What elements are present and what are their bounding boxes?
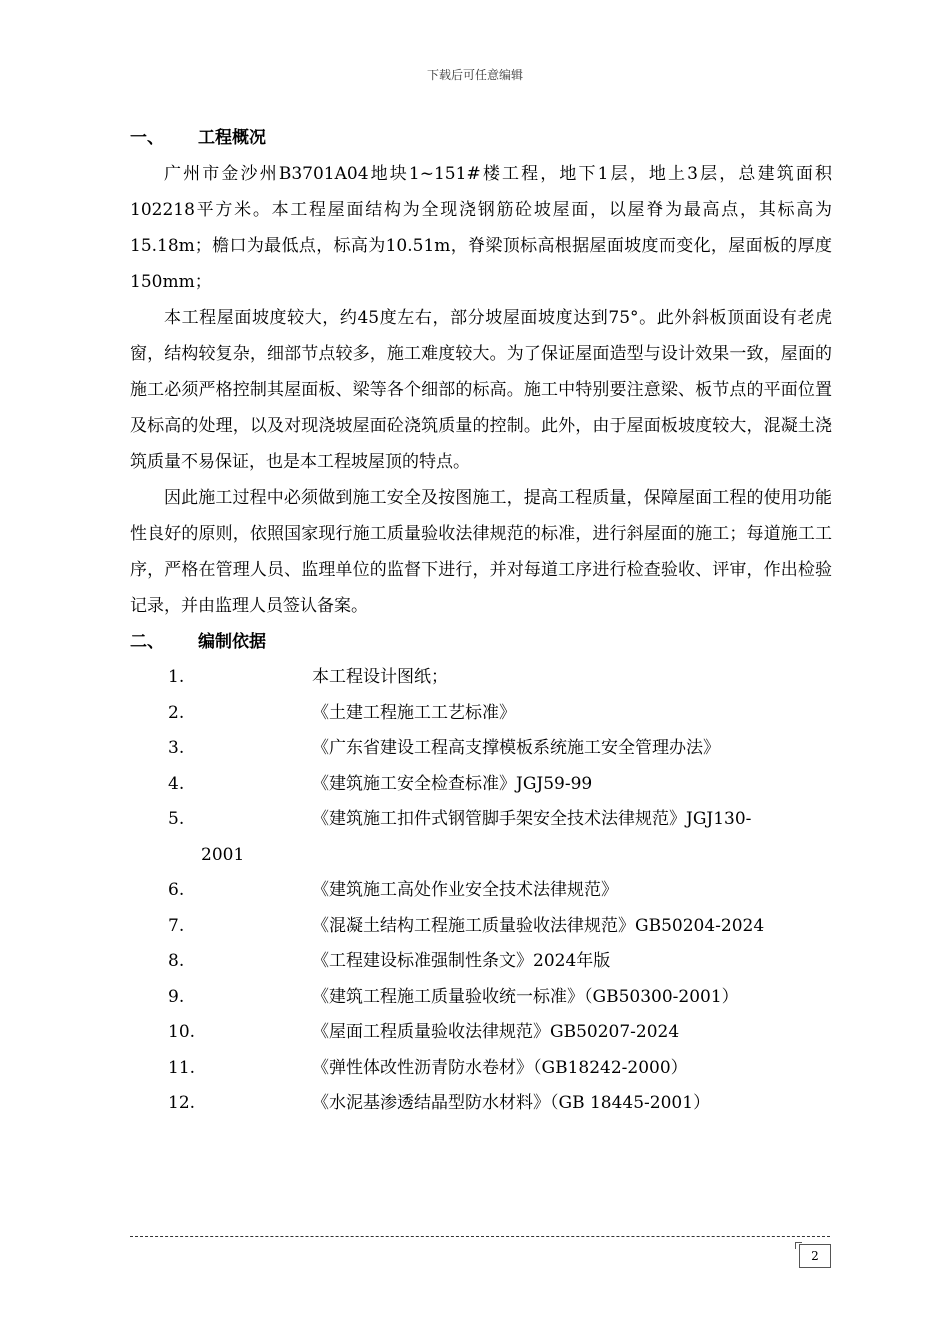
item-number: 8.: [168, 951, 185, 971]
page-number: 2: [799, 1244, 831, 1268]
list-item: [130, 696, 832, 732]
section-heading-overview: [130, 120, 832, 156]
item-number: 10.: [168, 1022, 196, 1042]
list-item: [130, 873, 832, 909]
item-number: 5.: [168, 809, 185, 829]
item-text: 本工程设计图纸；: [312, 667, 448, 687]
section-title: 工程概况: [198, 128, 266, 148]
item-text: 《工程建设标准强制性条文》2024年版: [312, 951, 611, 971]
list-item: [130, 1051, 832, 1087]
item-number: 4.: [168, 773, 185, 794]
item-number: 11.: [168, 1057, 196, 1078]
reference-list: [130, 660, 832, 1122]
item-number: 3.: [168, 738, 185, 758]
section-title: 编制依据: [198, 632, 266, 652]
list-item: [130, 980, 832, 1016]
item-text: 《建筑工程施工质量验收统一标准》（GB50300-2001）: [312, 986, 739, 1007]
paragraph: 广州市金沙州B3701A04地块1~151#楼工程，地下1层，地上3层，总建筑面积102218平方米。本工程屋面结构为全现浇钢筋砼坡屋面，以屋脊为最高点，其标高为15.18m；檐口为最低点，标高为10.51m，脊梁顶标高根据屋面坡度而变化，屋面板的厚度150mm；: [130, 164, 832, 292]
paragraph: 因此施工过程中必须做到施工安全及按图施工，提高工程质量，保障屋面工程的使用功能性良好的原则，依照国家现行施工质量验收法律规范的标准，进行斜屋面的施工；每道施工工序，严格在管理人员、监理单位的监督下进行，并对每道工序进行检查验收、评审，作出检验记录，并由监理人员签认备案。: [130, 488, 832, 616]
item-text: 《混凝土结构工程施工质量验收法律规范》GB50204-2024: [312, 915, 765, 936]
item-text: 《土建工程施工工艺标准》: [312, 702, 516, 723]
item-text: 《弹性体改性沥青防水卷材》（GB18242-2000）: [312, 1057, 688, 1078]
list-item: [130, 802, 832, 873]
item-number: 6.: [168, 880, 185, 900]
item-text: 《建筑施工扣件式钢管脚手架安全技术法律规范》JGJ130-: [312, 809, 752, 829]
item-text: 《建筑施工安全检查标准》JGJ59-99: [312, 773, 593, 794]
section-heading-basis: [130, 624, 832, 660]
item-text: 《建筑施工高处作业安全技术法律规范》: [312, 880, 618, 900]
document-body: [130, 120, 832, 1122]
list-item: [130, 660, 832, 696]
item-number: 1.: [168, 667, 185, 687]
footer-divider: [130, 1236, 830, 1237]
list-item: [130, 731, 832, 767]
item-text: 《广东省建设工程高支撑模板系统施工安全管理办法》: [312, 738, 720, 758]
list-item: [130, 944, 832, 980]
item-number: 2.: [168, 702, 185, 723]
item-text: 《屋面工程质量验收法律规范》GB50207-2024: [312, 1022, 680, 1042]
section-number: 二、: [130, 632, 164, 652]
item-number: 12.: [168, 1093, 196, 1113]
paragraph: 本工程屋面坡度较大，约45度左右，部分坡屋面坡度达到75°。此外斜板顶面设有老虎窗，结构较复杂，细部节点较多，施工难度较大。为了保证屋面造型与设计效果一致，屋面的施工必须严格控制其屋面板、梁等各个细部的标高。施工中特别要注意梁、板节点的平面位置及标高的处理，以及对现浇坡屋面砼浇筑质量的控制。此外，由于屋面板坡度较大，混凝土浇筑质量不易保证，也是本工程坡屋顶的特点。: [130, 308, 832, 472]
item-text-continued: 2001: [201, 844, 245, 865]
item-number: 7.: [168, 915, 185, 936]
page-header: 下载后可任意编辑: [426, 68, 523, 82]
item-number: 9.: [168, 986, 185, 1007]
list-item: [130, 1086, 832, 1122]
list-item: [130, 1015, 832, 1051]
item-text: 《水泥基渗透结晶型防水材料》（GB 18445-2001）: [312, 1093, 711, 1113]
list-item: [130, 767, 832, 803]
list-item: [130, 909, 832, 945]
section-number: 一、: [130, 128, 164, 148]
